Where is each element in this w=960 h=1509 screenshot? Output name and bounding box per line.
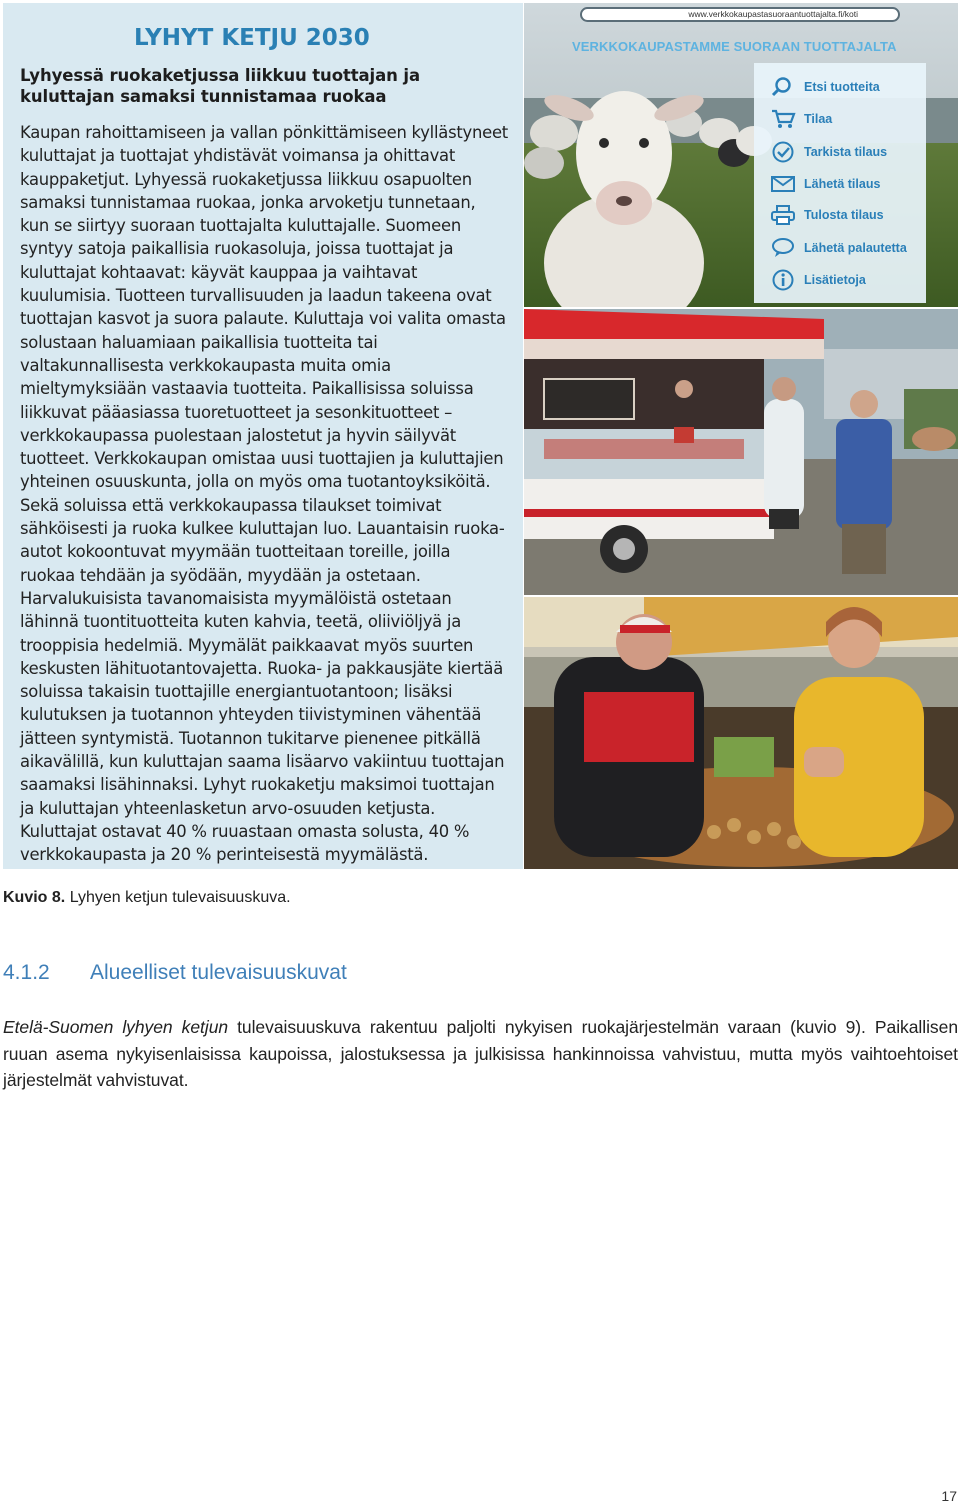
menu-item-send-order[interactable]: [770, 172, 920, 196]
speech-bubble-icon: [770, 237, 796, 259]
search-icon: [770, 76, 796, 98]
sheep-photo: [524, 3, 958, 307]
menu-item-more-info[interactable]: [770, 268, 920, 292]
section-number: 4.1.2: [3, 961, 50, 984]
menu-item-order[interactable]: [770, 107, 920, 131]
envelope-icon: [770, 173, 796, 195]
info-panel: [3, 3, 523, 869]
caption-label: Kuvio 8.: [3, 889, 66, 906]
menu-label: Lisätietoja: [804, 273, 866, 287]
menu-item-print-order[interactable]: [770, 203, 920, 227]
menu-label: Lähetä palautetta: [804, 241, 907, 255]
photo-collage: [524, 3, 958, 869]
url-bar[interactable]: [580, 7, 900, 22]
menu-label: Etsi tuotteita: [804, 80, 880, 94]
section-heading: [3, 961, 347, 985]
paragraph-text: tulevaisuuskuva rakentuu paljolti nykyisen ruokajärjestelmän varaan (kuvio 9). Paikallisen ruuan asema nykyisenlaisissa kaupoissa, jalostuksessa ja julkisissa hankinnoissa vahvistuu, mutta myös vaihtoehtoiset järjestelmät vahvistuvat.: [3, 1017, 958, 1091]
figure-kuvio-8: [3, 3, 958, 869]
menu-label: Lähetä tilaus: [804, 177, 881, 191]
menu-label: Tarkista tilaus: [804, 145, 888, 159]
web-menu: [754, 63, 926, 303]
figure-caption: [3, 889, 291, 907]
info-title: LYHYT KETJU 2030: [134, 25, 370, 51]
market-photo: [524, 597, 958, 869]
section-title: Alueelliset tulevaisuuskuvat: [90, 961, 347, 984]
info-subtitle: Lyhyessä ruokaketjussa liikkuu tuottajan ja kuluttajan samaksi tunnistamaa ruokaa: [20, 66, 421, 106]
menu-label: Tulosta tilaus: [804, 208, 884, 222]
info-body: Kaupan rahoittamiseen ja vallan pönkittämiseen kyllästyneet kuluttajat ja tuottajat yhdistävät voimansa ja ohittavat kauppaketjut. Lyhyessä ruokaketjussa liikkuu osapuolten samaksi tunnistamaa ruokaa, jonka arvoketju tunnetaan, kun se siirtyy suoraan tuottajalta kuluttajalle. Suomeen syntyy satoja paikallisia ruokasoluja, joissa tuottajat ja kuluttajat kohtaavat: käyvät kauppaa ja vaihtavat kuulumisia. Tuotteen turvallisuuden ja laadun takeena ovat tuottajan kasvot ja suora palaute. Kuluttaja voi valita omasta solustaan haluamiaan paikallisia tuotteita tai valtakunnallisesta verkkokaupasta muita omia mieltymyksiään vastaavia tuotteita. Paikallisissa soluissa liikkuvat pääasiassa tuoretuotteet ja sesonkituotteet – verkkokaupassa puolestaan jalostetut ja hyvin säilyvät tuotteet. Verkkokaupan omistaa uusi tuottajien ja kuluttajien yhteinen osuuskunta, jolla on myös oma tuotantoyksiköitä. Sekä soluissa että verkkokaupassa tilaukset toimivat sähköisesti ja ruoka kulkee kuluttajan luo. Lauantaisin ruoka-autot kokoontuvat myymään tuotteitaan toreille, joilla ruokaa tehdään ja syödään, myydään ja ostetaan. Harvalukuisista tavanomaisista myymälöistä ostetaan lähinnä tuontituotteita kuten kahvia, teetä, oliiviöljyä ja trooppisia hedelmiä. Myymälät paikkaavat myös suurten keskusten lähituotantovajetta. Ruoka- ja pakkausjäte kiertää soluissa takaisin tuottajille energiantuotantoon; lisäksi kulutuksen ja tuotannon yhteyden tiivistyminen vähentää jätteen syntymistä. Tuotannon tukitarve pienenee pitkällä aikavälillä, kun kuluttajan saama lisäarvo vakiintuu tuottajan saamaksi lisähinnaksi. Lyhyt ruokaketju maksimoi tuottajan ja kuluttajan yhteenlasketun arvo-osuuden ketjusta. Kuluttajat ostavat 40 % ruuastaan omasta solusta, 40 % verkkokaupasta ja 20 % perinteisestä myymälästä.: [20, 123, 508, 865]
menu-item-search[interactable]: [770, 75, 920, 99]
url-text: www.verkkokaupastasuoraantuottajalta.fi/koti: [688, 9, 858, 19]
menu-label: Tilaa: [804, 112, 833, 126]
page-number: 17: [941, 1488, 957, 1504]
menu-item-feedback[interactable]: [770, 236, 920, 260]
cart-icon: [770, 108, 796, 130]
menu-item-check-order[interactable]: [770, 140, 920, 164]
food-van-photo: [524, 309, 958, 595]
check-icon: [770, 141, 796, 163]
web-heading: VERKKOKAUPASTAMME SUORAAN TUOTTAJALTA: [572, 39, 897, 54]
info-icon: [770, 269, 796, 291]
printer-icon: [770, 204, 796, 226]
caption-text: Lyhyen ketjun tulevaisuuskuva.: [69, 889, 291, 906]
paragraph-italic: Etelä-Suomen lyhyen ketjun: [3, 1017, 229, 1037]
body-paragraph: [3, 1014, 958, 1094]
